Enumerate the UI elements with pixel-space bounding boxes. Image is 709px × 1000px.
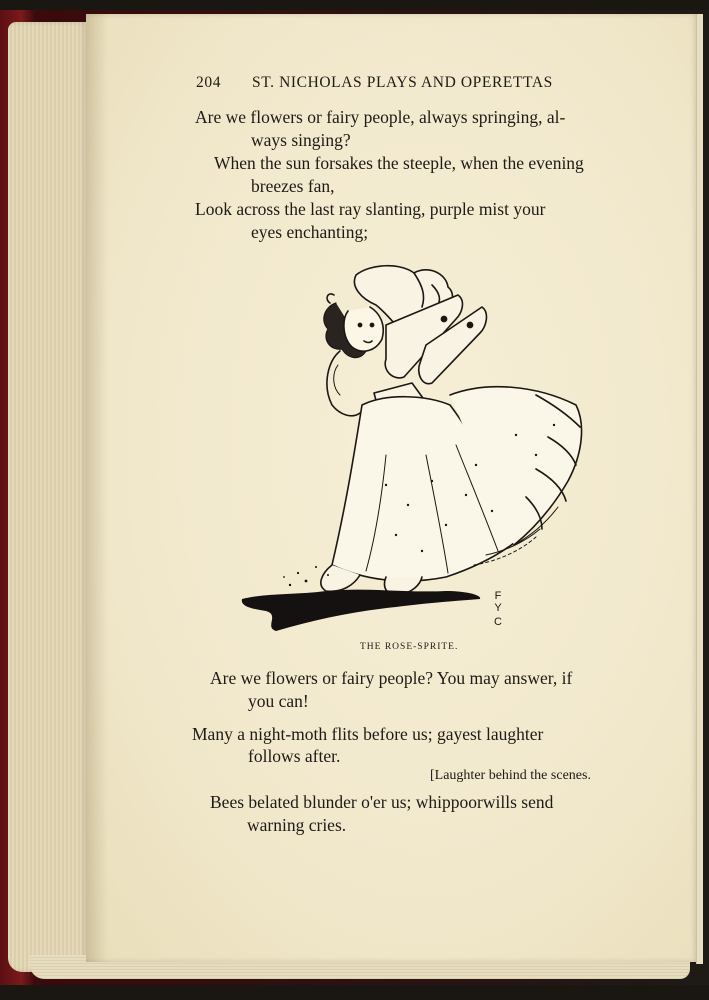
verse-line: ways singing? xyxy=(251,130,351,150)
page-number: 204 xyxy=(196,74,222,91)
monogram-letter: F xyxy=(494,590,502,602)
verse-line: Are we flowers or fairy people, always springing, al- xyxy=(195,107,566,127)
verse-line: When the sun forsakes the steeple, when the evening xyxy=(214,153,584,173)
verse-line: Many a night-moth flits before us; gayest laughter xyxy=(192,724,544,744)
page-right-edge xyxy=(696,14,703,964)
running-title: ST. NICHOLAS PLAYS AND OPERETTAS xyxy=(252,74,553,91)
rose-sprite-illustration xyxy=(236,255,596,640)
page-gutter-shadow xyxy=(86,14,108,962)
verse-line: Are we flowers or fairy people? You may answer, if xyxy=(210,668,573,688)
illustration-caption: THE ROSE-SPRITE. xyxy=(360,642,459,652)
monogram-letter: Y xyxy=(494,602,502,614)
page-edges xyxy=(8,22,88,972)
verse-line: eyes enchanting; xyxy=(251,222,369,242)
stage-direction: [Laughter behind the scenes. xyxy=(430,768,591,783)
verse-line: Look across the last ray slanting, purple mist your xyxy=(195,199,546,219)
verse-line: Bees belated blunder o'er us; whippoorwills send xyxy=(210,792,554,812)
verse-line: warning cries. xyxy=(247,815,347,835)
verse-line: breezes fan, xyxy=(251,176,335,196)
verse-line: follows after. xyxy=(248,746,341,766)
monogram-letter: C xyxy=(494,616,502,628)
verse-line: you can! xyxy=(248,691,309,711)
